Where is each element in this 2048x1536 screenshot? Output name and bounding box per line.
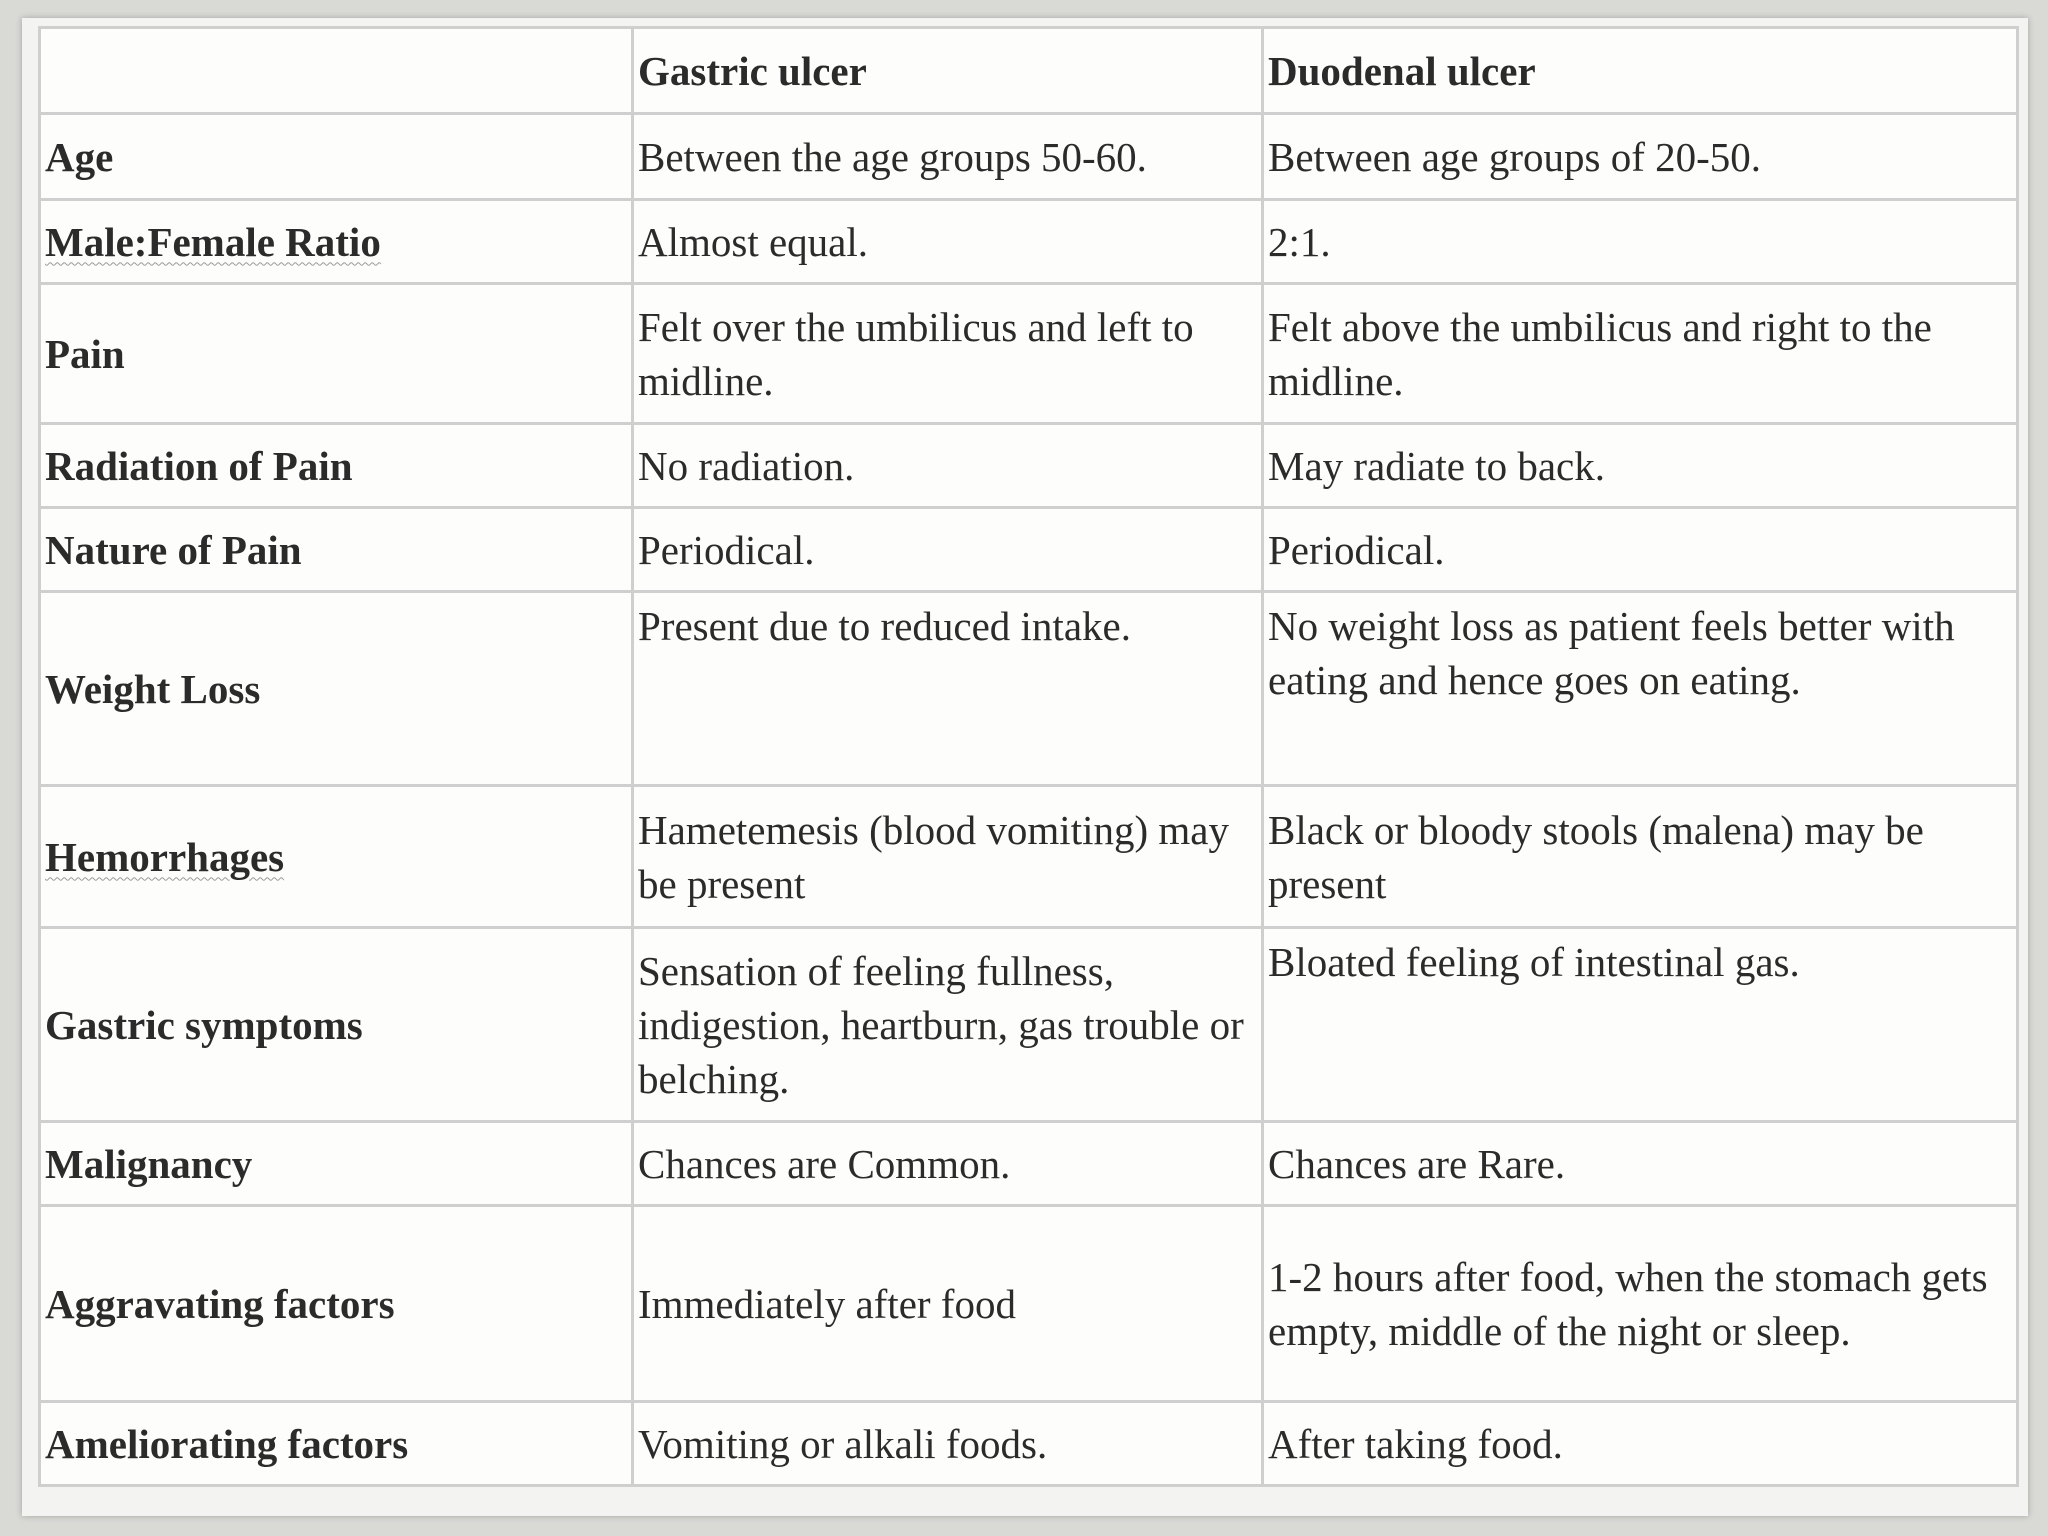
table-row — [40, 1122, 2018, 1206]
duodenal-cell: No weight loss as patient feels better with eating and hence goes on eating. — [1263, 592, 2018, 786]
table-row — [40, 1206, 2018, 1402]
gastric-cell: Present due to reduced intake. — [633, 592, 1263, 786]
table-row — [40, 114, 2018, 200]
row-label: Weight Loss — [40, 592, 633, 786]
row-label: Hemorrhages — [45, 833, 285, 880]
row-label-cell — [40, 200, 633, 284]
header-blank-cell — [40, 28, 633, 114]
row-label: Age — [40, 114, 633, 200]
gastric-cell: Immediately after food — [633, 1206, 1263, 1402]
duodenal-cell: Black or bloody stools (malena) may be present — [1263, 786, 2018, 928]
row-label: Nature of Pain — [40, 508, 633, 592]
gastric-cell: Vomiting or alkali foods. — [633, 1402, 1263, 1486]
gastric-cell: Between the age groups 50-60. — [633, 114, 1263, 200]
duodenal-cell: 1-2 hours after food, when the stomach gets empty, middle of the night or sleep. — [1263, 1206, 2018, 1402]
duodenal-cell: Bloated feeling of intestinal gas. — [1263, 928, 2018, 1122]
header-row — [40, 28, 2018, 114]
table-row — [40, 928, 2018, 1122]
comparison-table — [38, 26, 2019, 1487]
row-label: Malignancy — [40, 1122, 633, 1206]
table-row — [40, 200, 2018, 284]
gastric-cell: Chances are Common. — [633, 1122, 1263, 1206]
gastric-cell: Hametemesis (blood vomiting) may be present — [633, 786, 1263, 928]
table-row — [40, 592, 2018, 786]
header-duodenal-ulcer: Duodenal ulcer — [1263, 28, 2018, 114]
row-label: Male:Female Ratio — [45, 218, 381, 265]
gastric-cell: No radiation. — [633, 424, 1263, 508]
row-label: Ameliorating factors — [40, 1402, 633, 1486]
gastric-cell: Sensation of feeling fullness, indigestion, heartburn, gas trouble or belching. — [633, 928, 1263, 1122]
table-row — [40, 424, 2018, 508]
duodenal-cell: Between age groups of 20-50. — [1263, 114, 2018, 200]
gastric-cell: Almost equal. — [633, 200, 1263, 284]
row-label-cell — [40, 786, 633, 928]
gastric-cell: Periodical. — [633, 508, 1263, 592]
row-label: Radiation of Pain — [40, 424, 633, 508]
duodenal-cell: May radiate to back. — [1263, 424, 2018, 508]
duodenal-cell: Chances are Rare. — [1263, 1122, 2018, 1206]
slide — [22, 18, 2028, 1516]
table-row — [40, 786, 2018, 928]
duodenal-cell: 2:1. — [1263, 200, 2018, 284]
header-gastric-ulcer: Gastric ulcer — [633, 28, 1263, 114]
row-label: Gastric symptoms — [40, 928, 633, 1122]
duodenal-cell: After taking food. — [1263, 1402, 2018, 1486]
table-row — [40, 284, 2018, 424]
duodenal-cell: Periodical. — [1263, 508, 2018, 592]
row-label: Pain — [40, 284, 633, 424]
gastric-cell: Felt over the umbilicus and left to midline. — [633, 284, 1263, 424]
table-row — [40, 508, 2018, 592]
duodenal-cell: Felt above the umbilicus and right to the midline. — [1263, 284, 2018, 424]
row-label: Aggravating factors — [40, 1206, 633, 1402]
table-row — [40, 1402, 2018, 1486]
